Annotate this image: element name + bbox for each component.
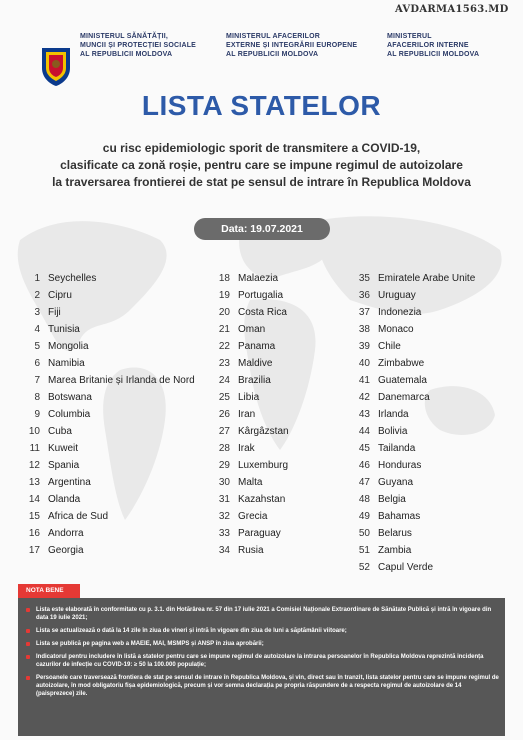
ministry-health-line: MUNCII ȘI PROTECȚIEI SOCIALE: [80, 42, 197, 49]
list-item-number: 19: [218, 290, 230, 301]
list-item-number: 11: [29, 443, 40, 454]
list-item: [24, 355, 195, 372]
list-item-number: 35: [358, 273, 370, 284]
list-item: [24, 389, 195, 406]
list-item-country: Portugalia: [238, 290, 284, 301]
list-item-number: 23: [218, 358, 230, 369]
list-item-number: 16: [28, 528, 40, 539]
list-item-number: 46: [358, 460, 370, 471]
list-item-country: Bahamas: [378, 511, 421, 522]
list-item-country: Iran: [238, 409, 256, 420]
list-item-number: 26: [218, 409, 230, 420]
list-item-country: Andorra: [48, 528, 84, 539]
list-item: [352, 355, 475, 372]
list-item: [352, 474, 475, 491]
list-item-country: Guyana: [378, 477, 414, 488]
list-item: [352, 338, 475, 355]
list-item-country: Uruguay: [378, 290, 416, 301]
ministry-health-label: [80, 32, 196, 59]
list-item: [352, 559, 475, 576]
country-column-2: [212, 270, 289, 559]
list-item-number: 20: [218, 307, 230, 318]
list-item-number: 4: [34, 324, 40, 335]
list-item: [24, 508, 195, 525]
list-item-country: Kuweit: [48, 443, 79, 454]
list-item-country: Panama: [238, 341, 276, 352]
list-item: [352, 406, 475, 423]
list-item-country: Zimbabwe: [378, 358, 425, 369]
list-item-number: 22: [218, 341, 230, 352]
list-item-country: Emiratele Arabe Unite: [378, 273, 476, 284]
list-item: [212, 338, 289, 355]
list-item-number: 9: [34, 409, 40, 420]
list-item-number: 47: [358, 477, 370, 488]
country-column-3: [352, 270, 475, 576]
list-item-country: Mongolia: [48, 341, 89, 352]
list-item-country: Spania: [48, 460, 80, 471]
list-item: [24, 423, 195, 440]
list-item-country: Africa de Sud: [48, 511, 109, 522]
list-item: [352, 525, 475, 542]
list-item-number: 6: [34, 358, 40, 369]
list-item-country: Argentina: [48, 477, 91, 488]
list-item-country: Botswana: [48, 392, 92, 403]
list-item-country: Danemarca: [378, 392, 430, 403]
watermark: AVDARMA1563.MD: [395, 4, 509, 15]
list-item-number: 42: [358, 392, 370, 403]
page-title: LISTA STATELOR: [141, 90, 382, 121]
list-item: [352, 321, 475, 338]
bullet-icon: [26, 608, 30, 612]
list-item: [212, 355, 289, 372]
list-item: [24, 321, 195, 338]
list-item-number: 25: [218, 392, 230, 403]
date-badge: Data: 19.07.2021: [194, 218, 330, 240]
nota-bene-text: Lista este elaborată în conformitate cu p. 3.1. din Hotărârea nr. 57 din 17 iulie 2021 a Comisiei Naționale Extraordinare de Sănătate Publică și intră în vigoare din data 19 iulie 2021;: [36, 607, 492, 621]
list-item-country: Guatemala: [378, 375, 427, 386]
list-item-country: Cipru: [48, 290, 72, 301]
list-item: [24, 525, 195, 542]
list-item: [352, 440, 475, 457]
list-item-number: 10: [28, 426, 40, 437]
list-item-country: Seychelles: [48, 273, 97, 284]
list-item: [24, 457, 195, 474]
ministry-internal-label: [387, 32, 479, 59]
list-item-country: Rusia: [238, 545, 264, 556]
list-item-country: Namibia: [48, 358, 85, 369]
list-item: [352, 457, 475, 474]
list-item-number: 48: [358, 494, 370, 505]
list-item-number: 34: [218, 545, 230, 556]
list-item: [212, 525, 289, 542]
list-item-number: 27: [218, 426, 230, 437]
list-item: [212, 321, 289, 338]
list-item-number: 32: [218, 511, 230, 522]
list-item-number: 15: [28, 511, 40, 522]
ministry-foreign-line: EXTERNE ȘI INTEGRĂRII EUROPENE: [226, 42, 358, 49]
list-item: [24, 287, 195, 304]
list-item-country: Cuba: [48, 426, 72, 437]
list-item-number: 51: [358, 545, 370, 556]
list-item: [24, 372, 195, 389]
list-item: [24, 491, 195, 508]
list-item: [352, 304, 475, 321]
list-item-number: 45: [358, 443, 370, 454]
list-item-country: Kazahstan: [238, 494, 286, 505]
nota-bene-text: Lista se publică pe pagina web a MAEIE, MAI, MSMPS și ANSP în ziua aprobării;: [36, 641, 264, 647]
list-item: [24, 474, 195, 491]
list-item: [352, 372, 475, 389]
list-item-country: Costa Rica: [238, 307, 287, 318]
list-item: [24, 270, 195, 287]
list-item-number: 43: [358, 409, 370, 420]
list-item-number: 18: [218, 273, 230, 284]
list-item-country: Capul Verde: [378, 562, 434, 573]
list-item: [352, 491, 475, 508]
subtitle-line: la traversarea frontierei de stat pe sensul de intrare în Republica Moldova: [52, 175, 471, 189]
subtitle-line: clasificate ca zonă roșie, pentru care se impune regimul de autoizolare: [60, 158, 463, 172]
list-item-number: 37: [358, 307, 370, 318]
list-item-country: Bolivia: [378, 426, 408, 437]
nota-bene-text: Persoanele care traversează frontiera de stat pe sensul de intrare în Republica Moldova, și vin, direct sau în tranzit, lista statelor pentru care se impune regimul de autoizolare, în mod obligatoriu fișa epidemiologică, precum și vor semna declarația pe propria răspundere de a respecta regimul de autoizolare de 14 (paisprezece) zile.: [36, 675, 499, 697]
list-item-number: 21: [218, 324, 230, 335]
nota-bene-item: [26, 606, 501, 622]
list-item: [352, 389, 475, 406]
list-item: [352, 542, 475, 559]
list-item: [212, 270, 289, 287]
list-item-number: 12: [28, 460, 40, 471]
nota-bene-item: [26, 653, 501, 669]
country-column-1: [24, 270, 195, 559]
list-item: [24, 440, 195, 457]
list-item-number: 33: [218, 528, 230, 539]
list-item-country: Indonezia: [378, 307, 422, 318]
list-item-number: 14: [28, 494, 40, 505]
list-item-number: 38: [358, 324, 370, 335]
list-item-country: Tunisia: [48, 324, 80, 335]
list-item-number: 2: [34, 290, 40, 301]
moldova-coat-of-arms-icon: [38, 44, 74, 88]
list-item-number: 17: [28, 545, 40, 556]
ministry-internal-line: AFACERILOR INTERNE: [387, 42, 469, 49]
list-item-country: Irak: [238, 443, 255, 454]
nota-bene-item: [26, 627, 501, 635]
list-item-country: Oman: [238, 324, 266, 335]
list-item-country: Zambia: [378, 545, 412, 556]
ministry-internal-line: MINISTERUL: [387, 33, 432, 40]
nota-bene-list: [26, 606, 501, 703]
list-item: [24, 542, 195, 559]
list-item-country: Libia: [238, 392, 260, 403]
list-item-number: 28: [218, 443, 230, 454]
bullet-icon: [26, 676, 30, 680]
list-item: [352, 423, 475, 440]
nota-bene-text: Indicatorul pentru includere în listă a statelor pentru care se impune regimul de autoizolare la intrarea persoanelor în Republica Moldova reprezintă incidența cazurilor de infecție cu COVID-19: ≥ 50 la 100.000 populație;: [36, 654, 484, 668]
list-item-country: Columbia: [48, 409, 91, 420]
list-item: [212, 372, 289, 389]
list-item-country: Irlanda: [378, 409, 409, 420]
list-item-country: Olanda: [48, 494, 81, 505]
list-item-number: 39: [358, 341, 370, 352]
bullet-icon: [26, 629, 30, 633]
ministry-foreign-label: [226, 32, 357, 59]
list-item: [212, 474, 289, 491]
list-item-country: Fiji: [48, 307, 61, 318]
list-item-number: 44: [358, 426, 370, 437]
list-item-country: Luxemburg: [238, 460, 289, 471]
list-item-number: 52: [358, 562, 370, 573]
nota-bene-text: Lista se actualizează o dată la 14 zile în ziua de vineri și intră în vigoare din ziua de luni a săptămânii viitoare;: [36, 628, 347, 634]
list-item-country: Maldive: [238, 358, 273, 369]
list-item: [212, 440, 289, 457]
page-subtitle: [0, 140, 523, 191]
list-item-country: Monaco: [378, 324, 414, 335]
list-item-country: Georgia: [48, 545, 84, 556]
list-item: [24, 304, 195, 321]
list-item: [212, 457, 289, 474]
list-item-number: 24: [218, 375, 230, 386]
bullet-icon: [26, 642, 30, 646]
list-item-number: 3: [34, 307, 40, 318]
list-item-country: Honduras: [378, 460, 422, 471]
list-item-country: Tailanda: [378, 443, 416, 454]
list-item: [212, 542, 289, 559]
list-item: [212, 389, 289, 406]
list-item-number: 13: [28, 477, 40, 488]
list-item-number: 8: [34, 392, 40, 403]
list-item-number: 31: [218, 494, 230, 505]
list-item-country: Marea Britanie și Irlanda de Nord: [48, 375, 195, 386]
list-item-country: Grecia: [238, 511, 268, 522]
list-item-country: Malta: [238, 477, 263, 488]
list-item-number: 50: [358, 528, 370, 539]
list-item-number: 49: [358, 511, 370, 522]
list-item-country: Belarus: [378, 528, 412, 539]
list-item: [212, 287, 289, 304]
header: [0, 16, 523, 76]
list-item-number: 36: [358, 290, 370, 301]
list-item: [352, 287, 475, 304]
list-item-number: 1: [34, 273, 40, 284]
list-item-country: Brazilia: [238, 375, 271, 386]
subtitle-line: cu risc epidemiologic sporit de transmitere a COVID-19,: [102, 141, 421, 155]
list-item: [212, 406, 289, 423]
list-item-country: Chile: [378, 341, 401, 352]
list-item-number: 40: [358, 358, 370, 369]
list-item: [352, 270, 475, 287]
list-item: [212, 491, 289, 508]
ministry-health-line: MINISTERUL SĂNĂTĂȚII,: [80, 33, 169, 40]
ministry-internal-line: AL REPUBLICII MOLDOVA: [387, 51, 480, 58]
list-item: [212, 304, 289, 321]
list-item: [352, 508, 475, 525]
ministry-foreign-line: AL REPUBLICII MOLDOVA: [226, 51, 319, 58]
list-item-number: 7: [34, 375, 40, 386]
list-item-number: 5: [34, 341, 40, 352]
list-item-country: Kârgâzstan: [238, 426, 289, 437]
list-item: [24, 338, 195, 355]
list-item-country: Malaezia: [238, 273, 279, 284]
list-item-number: 30: [218, 477, 230, 488]
list-item: [212, 508, 289, 525]
list-item: [212, 423, 289, 440]
list-item: [24, 406, 195, 423]
ministry-health-line: AL REPUBLICII MOLDOVA: [80, 51, 173, 58]
list-item-country: Paraguay: [238, 528, 281, 539]
list-item-number: 29: [218, 460, 230, 471]
nota-bene-label: NOTA BENE: [18, 584, 80, 598]
ministry-foreign-line: MINISTERUL AFACERILOR: [226, 33, 321, 40]
list-item-number: 41: [358, 375, 370, 386]
list-item-country: Belgia: [378, 494, 406, 505]
nota-bene-item: [26, 640, 501, 648]
bullet-icon: [26, 655, 30, 659]
nota-bene-item: [26, 674, 501, 698]
